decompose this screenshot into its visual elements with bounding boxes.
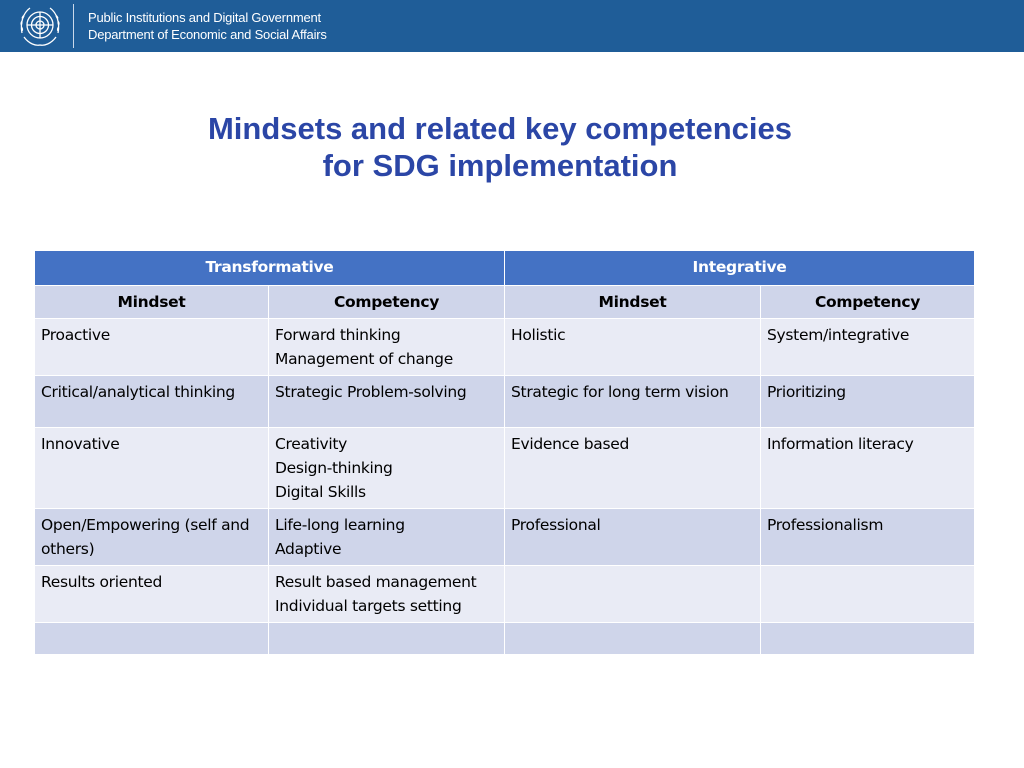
table-cell bbox=[505, 376, 761, 428]
competencies-table bbox=[34, 250, 975, 655]
table-cell bbox=[505, 428, 761, 509]
slide-title-line-1: Mindsets and related key competencies bbox=[207, 111, 793, 146]
column-header-row bbox=[35, 286, 975, 319]
cell-line: Professional bbox=[511, 516, 601, 534]
cell-line: Forward thinking bbox=[275, 326, 401, 344]
cell-line: Results oriented bbox=[41, 573, 163, 591]
group-header-row bbox=[35, 251, 975, 286]
header-divider bbox=[73, 4, 74, 48]
cell-line: Open/Empowering (self and others) bbox=[41, 516, 250, 558]
group-header-transformative: Transformative bbox=[35, 251, 505, 286]
table-cell bbox=[761, 566, 975, 623]
cell-line: Management of change bbox=[275, 350, 453, 368]
table-cell bbox=[269, 376, 505, 428]
table-cell bbox=[505, 509, 761, 566]
table-cell bbox=[761, 623, 975, 655]
slide-title bbox=[0, 110, 1000, 184]
table-cell bbox=[35, 566, 269, 623]
column-header: Competency bbox=[761, 286, 975, 319]
table-cell bbox=[35, 509, 269, 566]
cell-line: Critical/analytical thinking bbox=[41, 383, 235, 401]
header-bar bbox=[0, 0, 1024, 52]
header-department-name: Department of Economic and Social Affairs bbox=[88, 27, 327, 42]
column-header: Mindset bbox=[505, 286, 761, 319]
table-cell bbox=[35, 376, 269, 428]
cell-line: Prioritizing bbox=[767, 383, 846, 401]
table-cell bbox=[269, 319, 505, 376]
cell-line: Life-long learning bbox=[275, 516, 405, 534]
cell-line: System/integrative bbox=[767, 326, 910, 344]
table-row bbox=[35, 319, 975, 376]
un-emblem-icon bbox=[14, 3, 66, 49]
table-cell bbox=[35, 623, 269, 655]
cell-line: Holistic bbox=[511, 326, 566, 344]
column-header: Mindset bbox=[35, 286, 269, 319]
table-row bbox=[35, 623, 975, 655]
table-row bbox=[35, 566, 975, 623]
table-row bbox=[35, 509, 975, 566]
table-cell bbox=[761, 428, 975, 509]
table-cell bbox=[505, 566, 761, 623]
group-header-integrative: Integrative bbox=[505, 251, 975, 286]
table-row bbox=[35, 428, 975, 509]
cell-line: Adaptive bbox=[275, 540, 342, 558]
cell-line: Innovative bbox=[41, 435, 120, 453]
table-cell bbox=[35, 319, 269, 376]
table-cell bbox=[761, 376, 975, 428]
table-cell bbox=[505, 319, 761, 376]
cell-line: Proactive bbox=[41, 326, 111, 344]
column-header: Competency bbox=[269, 286, 505, 319]
header-org-name: Public Institutions and Digital Government bbox=[88, 10, 321, 25]
cell-line: Strategic Problem-solving bbox=[275, 383, 467, 401]
cell-line: Digital Skills bbox=[275, 483, 366, 501]
table-cell bbox=[35, 428, 269, 509]
table-cell bbox=[269, 566, 505, 623]
table-body bbox=[35, 319, 975, 655]
table-row bbox=[35, 376, 975, 428]
cell-line: Design-thinking bbox=[275, 459, 393, 477]
table-cell bbox=[505, 623, 761, 655]
cell-line: Creativity bbox=[275, 435, 348, 453]
table-cell bbox=[269, 428, 505, 509]
cell-line: Evidence based bbox=[511, 435, 630, 453]
table-cell bbox=[269, 509, 505, 566]
cell-line: Strategic for long term vision bbox=[511, 383, 729, 401]
cell-line: Professionalism bbox=[767, 516, 884, 534]
table-cell bbox=[761, 509, 975, 566]
cell-line: Result based management bbox=[275, 573, 477, 591]
cell-line: Individual targets setting bbox=[275, 597, 462, 615]
cell-line: Information literacy bbox=[767, 435, 914, 453]
table-cell bbox=[761, 319, 975, 376]
slide-title-line-2: for SDG implementation bbox=[322, 148, 678, 183]
table-cell bbox=[269, 623, 505, 655]
